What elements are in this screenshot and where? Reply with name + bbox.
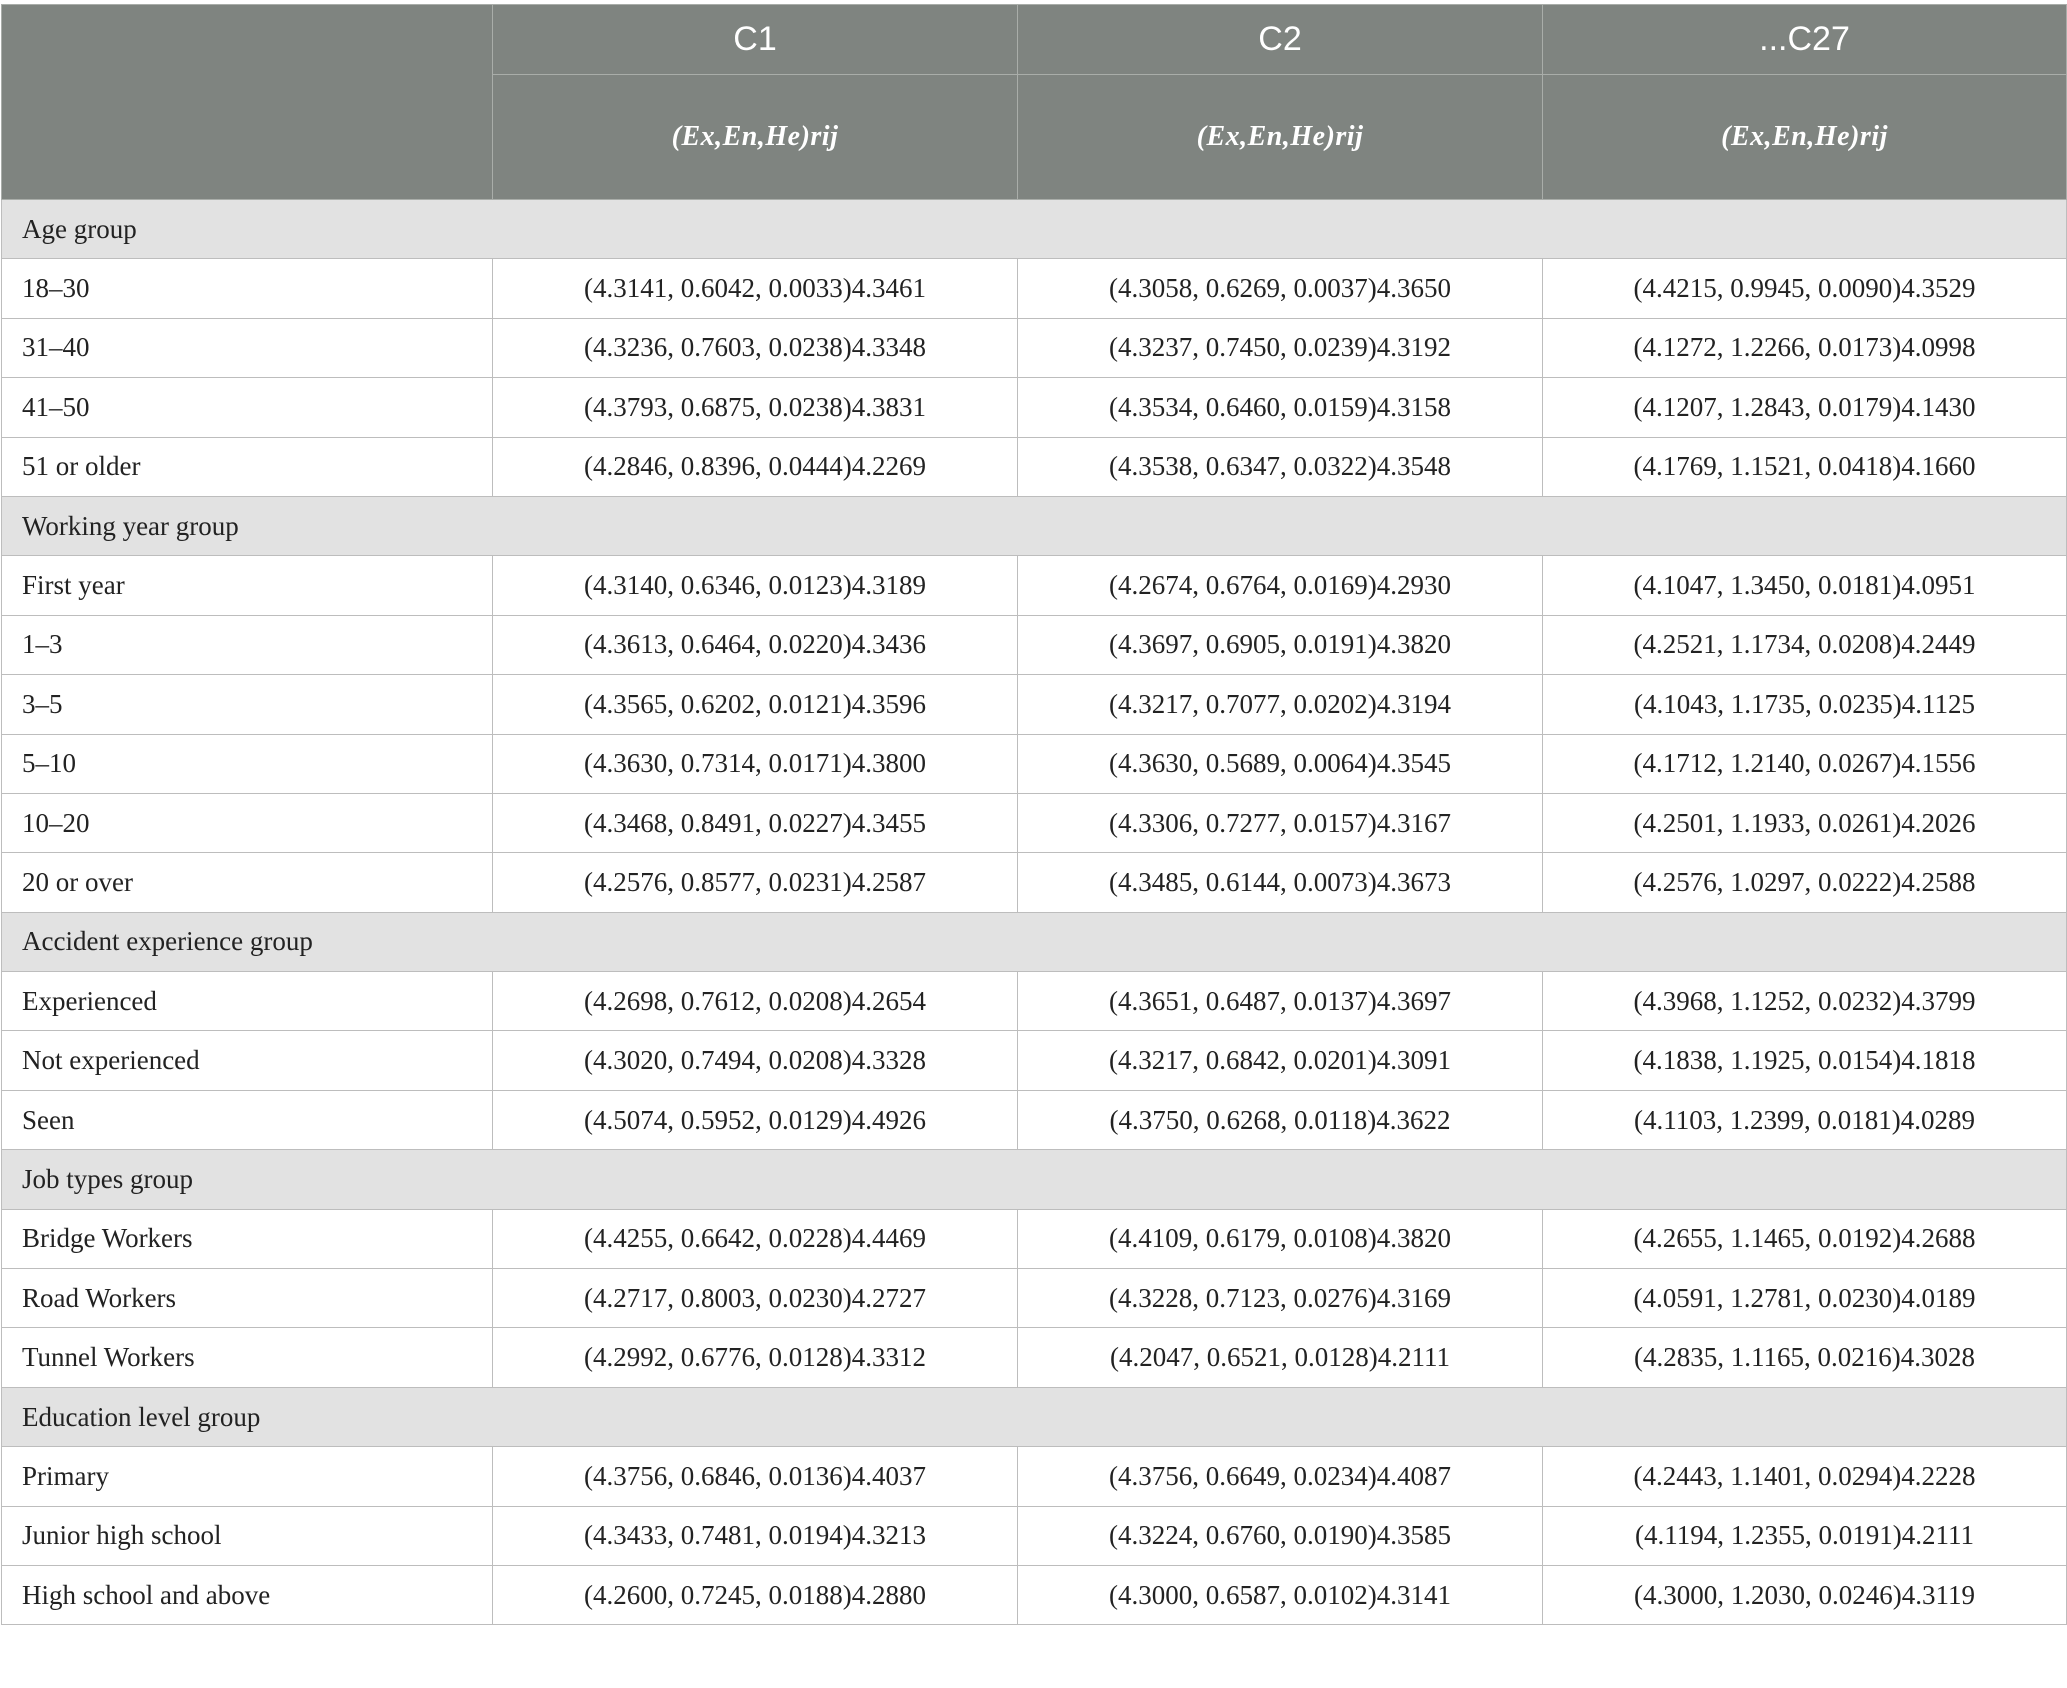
cell-c27: (4.4215, 0.9945, 0.0090)4.3529 — [1543, 259, 2067, 318]
table-row — [2, 1090, 2067, 1149]
cell-c1: (4.3433, 0.7481, 0.0194)4.3213 — [493, 1506, 1018, 1565]
cell-c27: (4.2443, 1.1401, 0.0294)4.2228 — [1543, 1447, 2067, 1506]
cell-c1: (4.3793, 0.6875, 0.0238)4.3831 — [493, 378, 1018, 437]
table-row — [2, 1328, 2067, 1387]
cell-c2: (4.3217, 0.7077, 0.0202)4.3194 — [1018, 675, 1543, 734]
cell-c27: (4.1207, 1.2843, 0.0179)4.1430 — [1543, 378, 2067, 437]
cell-c1: (4.2600, 0.7245, 0.0188)4.2880 — [493, 1565, 1018, 1624]
table-row — [2, 615, 2067, 674]
cell-c1: (4.2576, 0.8577, 0.0231)4.2587 — [493, 853, 1018, 912]
column-header-c1: C1 — [493, 5, 1018, 75]
cell-c2: (4.3237, 0.7450, 0.0239)4.3192 — [1018, 318, 1543, 377]
cell-c27: (4.2576, 1.0297, 0.0222)4.2588 — [1543, 853, 2067, 912]
table-header — [2, 5, 2067, 200]
row-label: High school and above — [2, 1565, 493, 1624]
formula-text: (Ex,En,He)rij — [671, 121, 839, 152]
row-label: 18–30 — [2, 259, 493, 318]
table-row — [2, 1565, 2067, 1624]
cell-c2: (4.3630, 0.5689, 0.0064)4.3545 — [1018, 734, 1543, 793]
table-row — [2, 675, 2067, 734]
table-row — [2, 1031, 2067, 1090]
row-label: Road Workers — [2, 1269, 493, 1328]
table-row — [2, 1447, 2067, 1506]
cell-c2: (4.2047, 0.6521, 0.0128)4.2111 — [1018, 1328, 1543, 1387]
cell-c27: (4.1838, 1.1925, 0.0154)4.1818 — [1543, 1031, 2067, 1090]
group-title: Education level group — [2, 1387, 2067, 1446]
row-label: 3–5 — [2, 675, 493, 734]
cell-c1: (4.3140, 0.6346, 0.0123)4.3189 — [493, 556, 1018, 615]
cell-c2: (4.2674, 0.6764, 0.0169)4.2930 — [1018, 556, 1543, 615]
header-row-columns — [2, 5, 2067, 75]
cell-c27: (4.1103, 1.2399, 0.0181)4.0289 — [1543, 1090, 2067, 1149]
cell-c2: (4.3697, 0.6905, 0.0191)4.3820 — [1018, 615, 1543, 674]
group-header-row — [2, 912, 2067, 971]
row-label: 1–3 — [2, 615, 493, 674]
cell-c2: (4.3000, 0.6587, 0.0102)4.3141 — [1018, 1565, 1543, 1624]
cell-c2: (4.3306, 0.7277, 0.0157)4.3167 — [1018, 793, 1543, 852]
formula-header-c2 — [1018, 75, 1543, 200]
cell-c2: (4.3228, 0.7123, 0.0276)4.3169 — [1018, 1269, 1543, 1328]
cell-c1: (4.3141, 0.6042, 0.0033)4.3461 — [493, 259, 1018, 318]
group-header-row — [2, 200, 2067, 259]
cell-c27: (4.2521, 1.1734, 0.0208)4.2449 — [1543, 615, 2067, 674]
cell-c27: (4.3968, 1.1252, 0.0232)4.3799 — [1543, 972, 2067, 1031]
cell-c1: (4.4255, 0.6642, 0.0228)4.4469 — [493, 1209, 1018, 1268]
cell-c2: (4.3217, 0.6842, 0.0201)4.3091 — [1018, 1031, 1543, 1090]
row-label: 31–40 — [2, 318, 493, 377]
row-label: 41–50 — [2, 378, 493, 437]
cell-c27: (4.1712, 1.2140, 0.0267)4.1556 — [1543, 734, 2067, 793]
cell-c27: (4.3000, 1.2030, 0.0246)4.3119 — [1543, 1565, 2067, 1624]
cell-c2: (4.4109, 0.6179, 0.0108)4.3820 — [1018, 1209, 1543, 1268]
row-label: 5–10 — [2, 734, 493, 793]
group-title: Job types group — [2, 1150, 2067, 1209]
cell-c27: (4.1043, 1.1735, 0.0235)4.1125 — [1543, 675, 2067, 734]
cell-c27: (4.2501, 1.1933, 0.0261)4.2026 — [1543, 793, 2067, 852]
cell-c27: (4.1769, 1.1521, 0.0418)4.1660 — [1543, 437, 2067, 496]
row-label: Experienced — [2, 972, 493, 1031]
cell-c2: (4.3534, 0.6460, 0.0159)4.3158 — [1018, 378, 1543, 437]
group-header-row — [2, 496, 2067, 555]
row-label: Seen — [2, 1090, 493, 1149]
cell-c2: (4.3756, 0.6649, 0.0234)4.4087 — [1018, 1447, 1543, 1506]
cell-c2: (4.3058, 0.6269, 0.0037)4.3650 — [1018, 259, 1543, 318]
header-corner-cell — [2, 5, 493, 200]
row-label: 51 or older — [2, 437, 493, 496]
cell-c1: (4.3613, 0.6464, 0.0220)4.3436 — [493, 615, 1018, 674]
cell-c2: (4.3485, 0.6144, 0.0073)4.3673 — [1018, 853, 1543, 912]
row-label: Junior high school — [2, 1506, 493, 1565]
row-label: Bridge Workers — [2, 1209, 493, 1268]
group-title: Accident experience group — [2, 912, 2067, 971]
table-row — [2, 793, 2067, 852]
table-row — [2, 1506, 2067, 1565]
row-label: 10–20 — [2, 793, 493, 852]
formula-header-c27 — [1543, 75, 2067, 200]
cell-c27: (4.1272, 1.2266, 0.0173)4.0998 — [1543, 318, 2067, 377]
formula-text: (Ex,En,He)rij — [1721, 121, 1888, 152]
table-row — [2, 378, 2067, 437]
cell-c2: (4.3750, 0.6268, 0.0118)4.3622 — [1018, 1090, 1543, 1149]
table-row — [2, 259, 2067, 318]
row-label: 20 or over — [2, 853, 493, 912]
formula-text: (Ex,En,He)rij — [1196, 121, 1364, 152]
cell-c1: (4.3630, 0.7314, 0.0171)4.3800 — [493, 734, 1018, 793]
cell-c1: (4.3020, 0.7494, 0.0208)4.3328 — [493, 1031, 1018, 1090]
cell-c1: (4.2992, 0.6776, 0.0128)4.3312 — [493, 1328, 1018, 1387]
cell-c1: (4.3236, 0.7603, 0.0238)4.3348 — [493, 318, 1018, 377]
table-row — [2, 1209, 2067, 1268]
group-title: Working year group — [2, 496, 2067, 555]
cell-c27: (4.2655, 1.1465, 0.0192)4.2688 — [1543, 1209, 2067, 1268]
group-header-row — [2, 1387, 2067, 1446]
cell-c27: (4.2835, 1.1165, 0.0216)4.3028 — [1543, 1328, 2067, 1387]
formula-header-c1 — [493, 75, 1018, 200]
table-row — [2, 734, 2067, 793]
cell-c1: (4.3468, 0.8491, 0.0227)4.3455 — [493, 793, 1018, 852]
cell-c27: (4.1194, 1.2355, 0.0191)4.2111 — [1543, 1506, 2067, 1565]
cell-c27: (4.0591, 1.2781, 0.0230)4.0189 — [1543, 1269, 2067, 1328]
cell-c1: (4.3756, 0.6846, 0.0136)4.4037 — [493, 1447, 1018, 1506]
cell-c1: (4.3565, 0.6202, 0.0121)4.3596 — [493, 675, 1018, 734]
cell-c1: (4.5074, 0.5952, 0.0129)4.4926 — [493, 1090, 1018, 1149]
group-header-row — [2, 1150, 2067, 1209]
table-row — [2, 1269, 2067, 1328]
table-row — [2, 318, 2067, 377]
row-label: Tunnel Workers — [2, 1328, 493, 1387]
table-row — [2, 437, 2067, 496]
cell-c27: (4.1047, 1.3450, 0.0181)4.0951 — [1543, 556, 2067, 615]
row-label: Primary — [2, 1447, 493, 1506]
group-title: Age group — [2, 200, 2067, 259]
cell-c2: (4.3224, 0.6760, 0.0190)4.3585 — [1018, 1506, 1543, 1565]
table-row — [2, 556, 2067, 615]
cell-c1: (4.2846, 0.8396, 0.0444)4.2269 — [493, 437, 1018, 496]
table-row — [2, 853, 2067, 912]
cell-c1: (4.2717, 0.8003, 0.0230)4.2727 — [493, 1269, 1018, 1328]
column-header-c2: C2 — [1018, 5, 1543, 75]
table-body — [2, 200, 2067, 1625]
cell-c2: (4.3538, 0.6347, 0.0322)4.3548 — [1018, 437, 1543, 496]
row-label: First year — [2, 556, 493, 615]
cell-c2: (4.3651, 0.6487, 0.0137)4.3697 — [1018, 972, 1543, 1031]
column-header-c27: ...C27 — [1543, 5, 2067, 75]
row-label: Not experienced — [2, 1031, 493, 1090]
table-row — [2, 972, 2067, 1031]
table-container — [0, 4, 2067, 1625]
data-table — [1, 4, 2067, 1625]
cell-c1: (4.2698, 0.7612, 0.0208)4.2654 — [493, 972, 1018, 1031]
